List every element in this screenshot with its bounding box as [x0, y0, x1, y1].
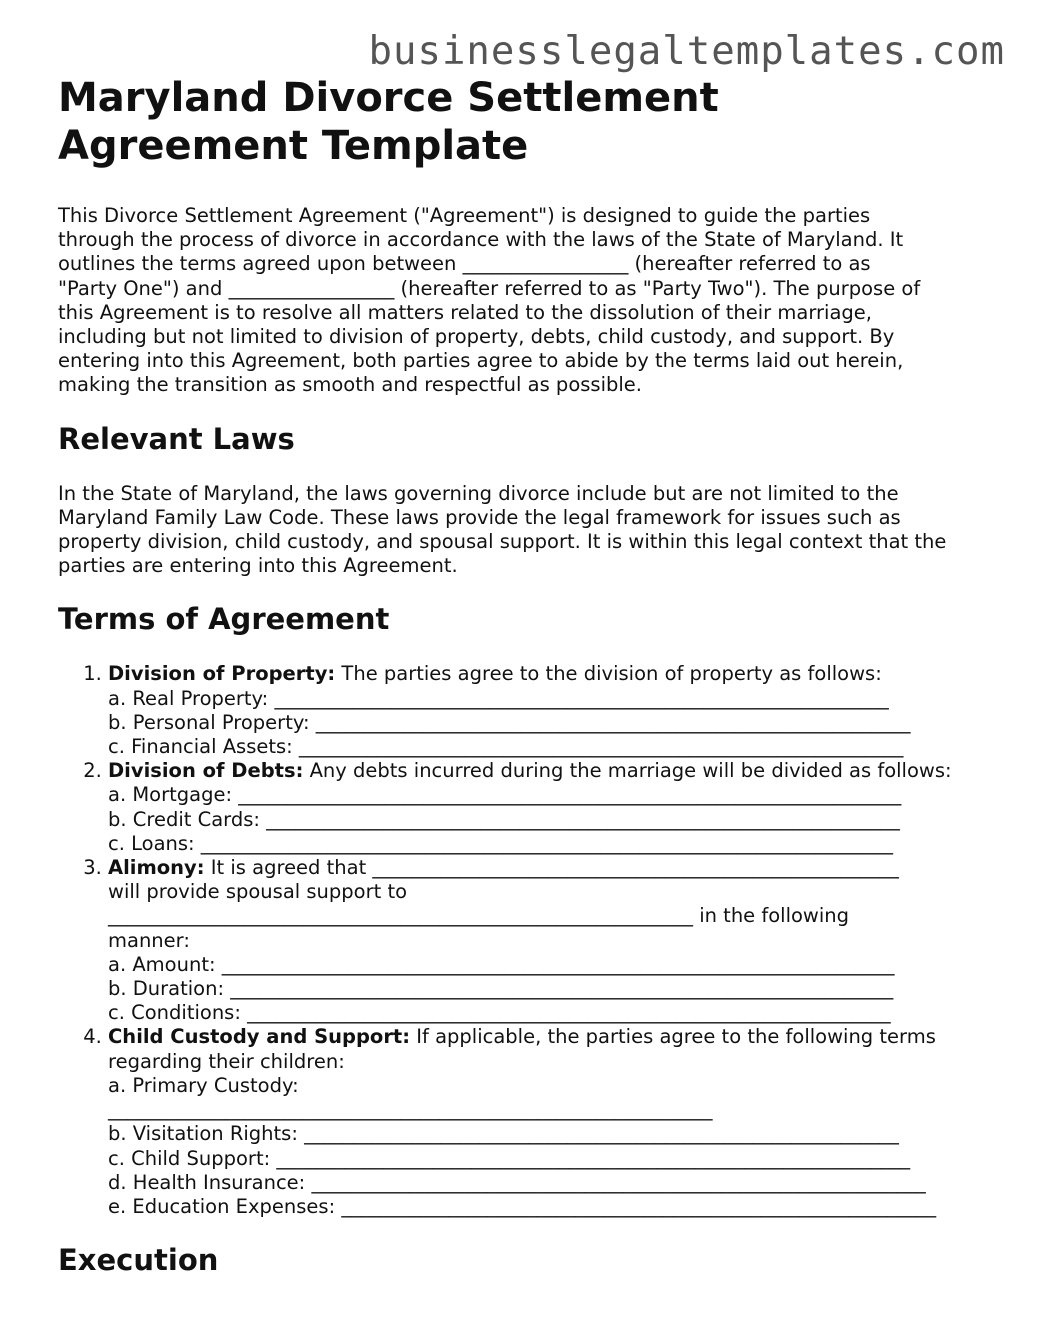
laws-line: In the State of Maryland, the laws governing divorce include but are not limited to the: [58, 481, 899, 505]
term-label: Division of Property:: [108, 662, 336, 686]
term-subitem: c. Financial Assets: ______________________________________________________________: [108, 735, 904, 759]
intro-line: through the process of divorce in accordance with the laws of the State of Maryland. It: [58, 228, 904, 252]
term-subitem: b. Credit Cards: _________________________________________________________________: [108, 807, 900, 831]
intro-line: making the transition as smooth and respectful as possible.: [58, 373, 642, 397]
title-line-2: Agreement Template: [58, 123, 529, 169]
term-text-line: ____________________________________________________________ in the following: [108, 904, 850, 928]
term-label: Child Custody and Support:: [108, 1025, 411, 1049]
term-subitem: a. Mortgage: ____________________________________________________________________: [108, 783, 902, 807]
laws-line: property division, child custody, and spousal support. It is within this legal context that the: [58, 530, 947, 554]
terms-item-property: [108, 662, 988, 759]
term-subitem: c. Conditions: __________________________________________________________________: [108, 1001, 891, 1025]
terms-list: [58, 662, 988, 1219]
laws-line: Maryland Family Law Code. These laws provide the legal framework for issues such as: [58, 505, 901, 529]
intro-line: "Party One") and _________________ (hereafter referred to as "Party Two"). The purpose of: [58, 276, 921, 300]
term-subitem: e. Education Expenses: _____________________________________________________________: [108, 1194, 937, 1218]
title-line-1: Maryland Divorce Settlement: [58, 75, 719, 121]
term-subitem: a. Real Property: _______________________________________________________________: [108, 686, 889, 710]
term-label: Alimony:: [108, 856, 205, 880]
term-text-line: will provide spousal support to: [108, 880, 408, 904]
term-text: Any debts incurred during the marriage will be divided as follows:: [303, 759, 952, 783]
term-blank-line: ______________________________________________________________: [108, 1098, 713, 1122]
execution-heading: Execution: [58, 1243, 219, 1278]
document-page: [58, 74, 988, 1277]
term-text: It is agreed that ______________________________________________________: [204, 856, 899, 880]
intro-line: including but not limited to division of property, debts, child custody, and support. By: [58, 325, 895, 349]
intro-line: entering into this Agreement, both parties agree to abide by the terms laid out herein,: [58, 349, 904, 373]
term-subitem: b. Personal Property: _____________________________________________________________: [108, 710, 911, 734]
term-text: If applicable, the parties agree to the following terms: [410, 1025, 936, 1049]
intro-paragraph: [58, 204, 988, 398]
intro-line: This Divorce Settlement Agreement ("Agreement") is designed to guide the parties: [58, 204, 871, 227]
terms-item-alimony: [108, 856, 988, 1025]
relevant-laws-heading: Relevant Laws: [58, 421, 295, 456]
terms-item-debts: [108, 759, 988, 856]
watermark: businesslegaltemplates.com: [368, 29, 1005, 74]
document-title: [58, 74, 988, 170]
term-text-line: manner:: [108, 928, 190, 952]
terms-heading: Terms of Agreement: [58, 602, 390, 637]
relevant-laws-paragraph: [58, 482, 988, 579]
term-subitem: a. Amount: _____________________________________________________________________: [108, 952, 895, 976]
term-subitem: c. Child Support: _________________________________________________________________: [108, 1146, 911, 1170]
term-label: Division of Debts:: [108, 759, 304, 783]
term-text-line: regarding their children:: [108, 1049, 345, 1073]
term-subitem: b. Visitation Rights: _____________________________________________________________: [108, 1122, 899, 1146]
laws-line: parties are entering into this Agreement.: [58, 554, 458, 578]
term-text: The parties agree to the division of property as follows:: [335, 662, 882, 686]
term-subitem: b. Duration: ____________________________________________________________________: [108, 977, 894, 1001]
term-subitem: c. Loans: _______________________________________________________________________: [108, 831, 894, 855]
term-subitem: d. Health Insurance: _______________________________________________________________: [108, 1170, 926, 1194]
intro-line: this Agreement is to resolve all matters related to the dissolution of their marriage,: [58, 300, 872, 324]
term-subitem: a. Primary Custody:: [108, 1073, 299, 1097]
intro-line: outlines the terms agreed upon between _________________ (hereafter referred to as: [58, 252, 871, 276]
terms-item-child-custody: [108, 1025, 988, 1219]
